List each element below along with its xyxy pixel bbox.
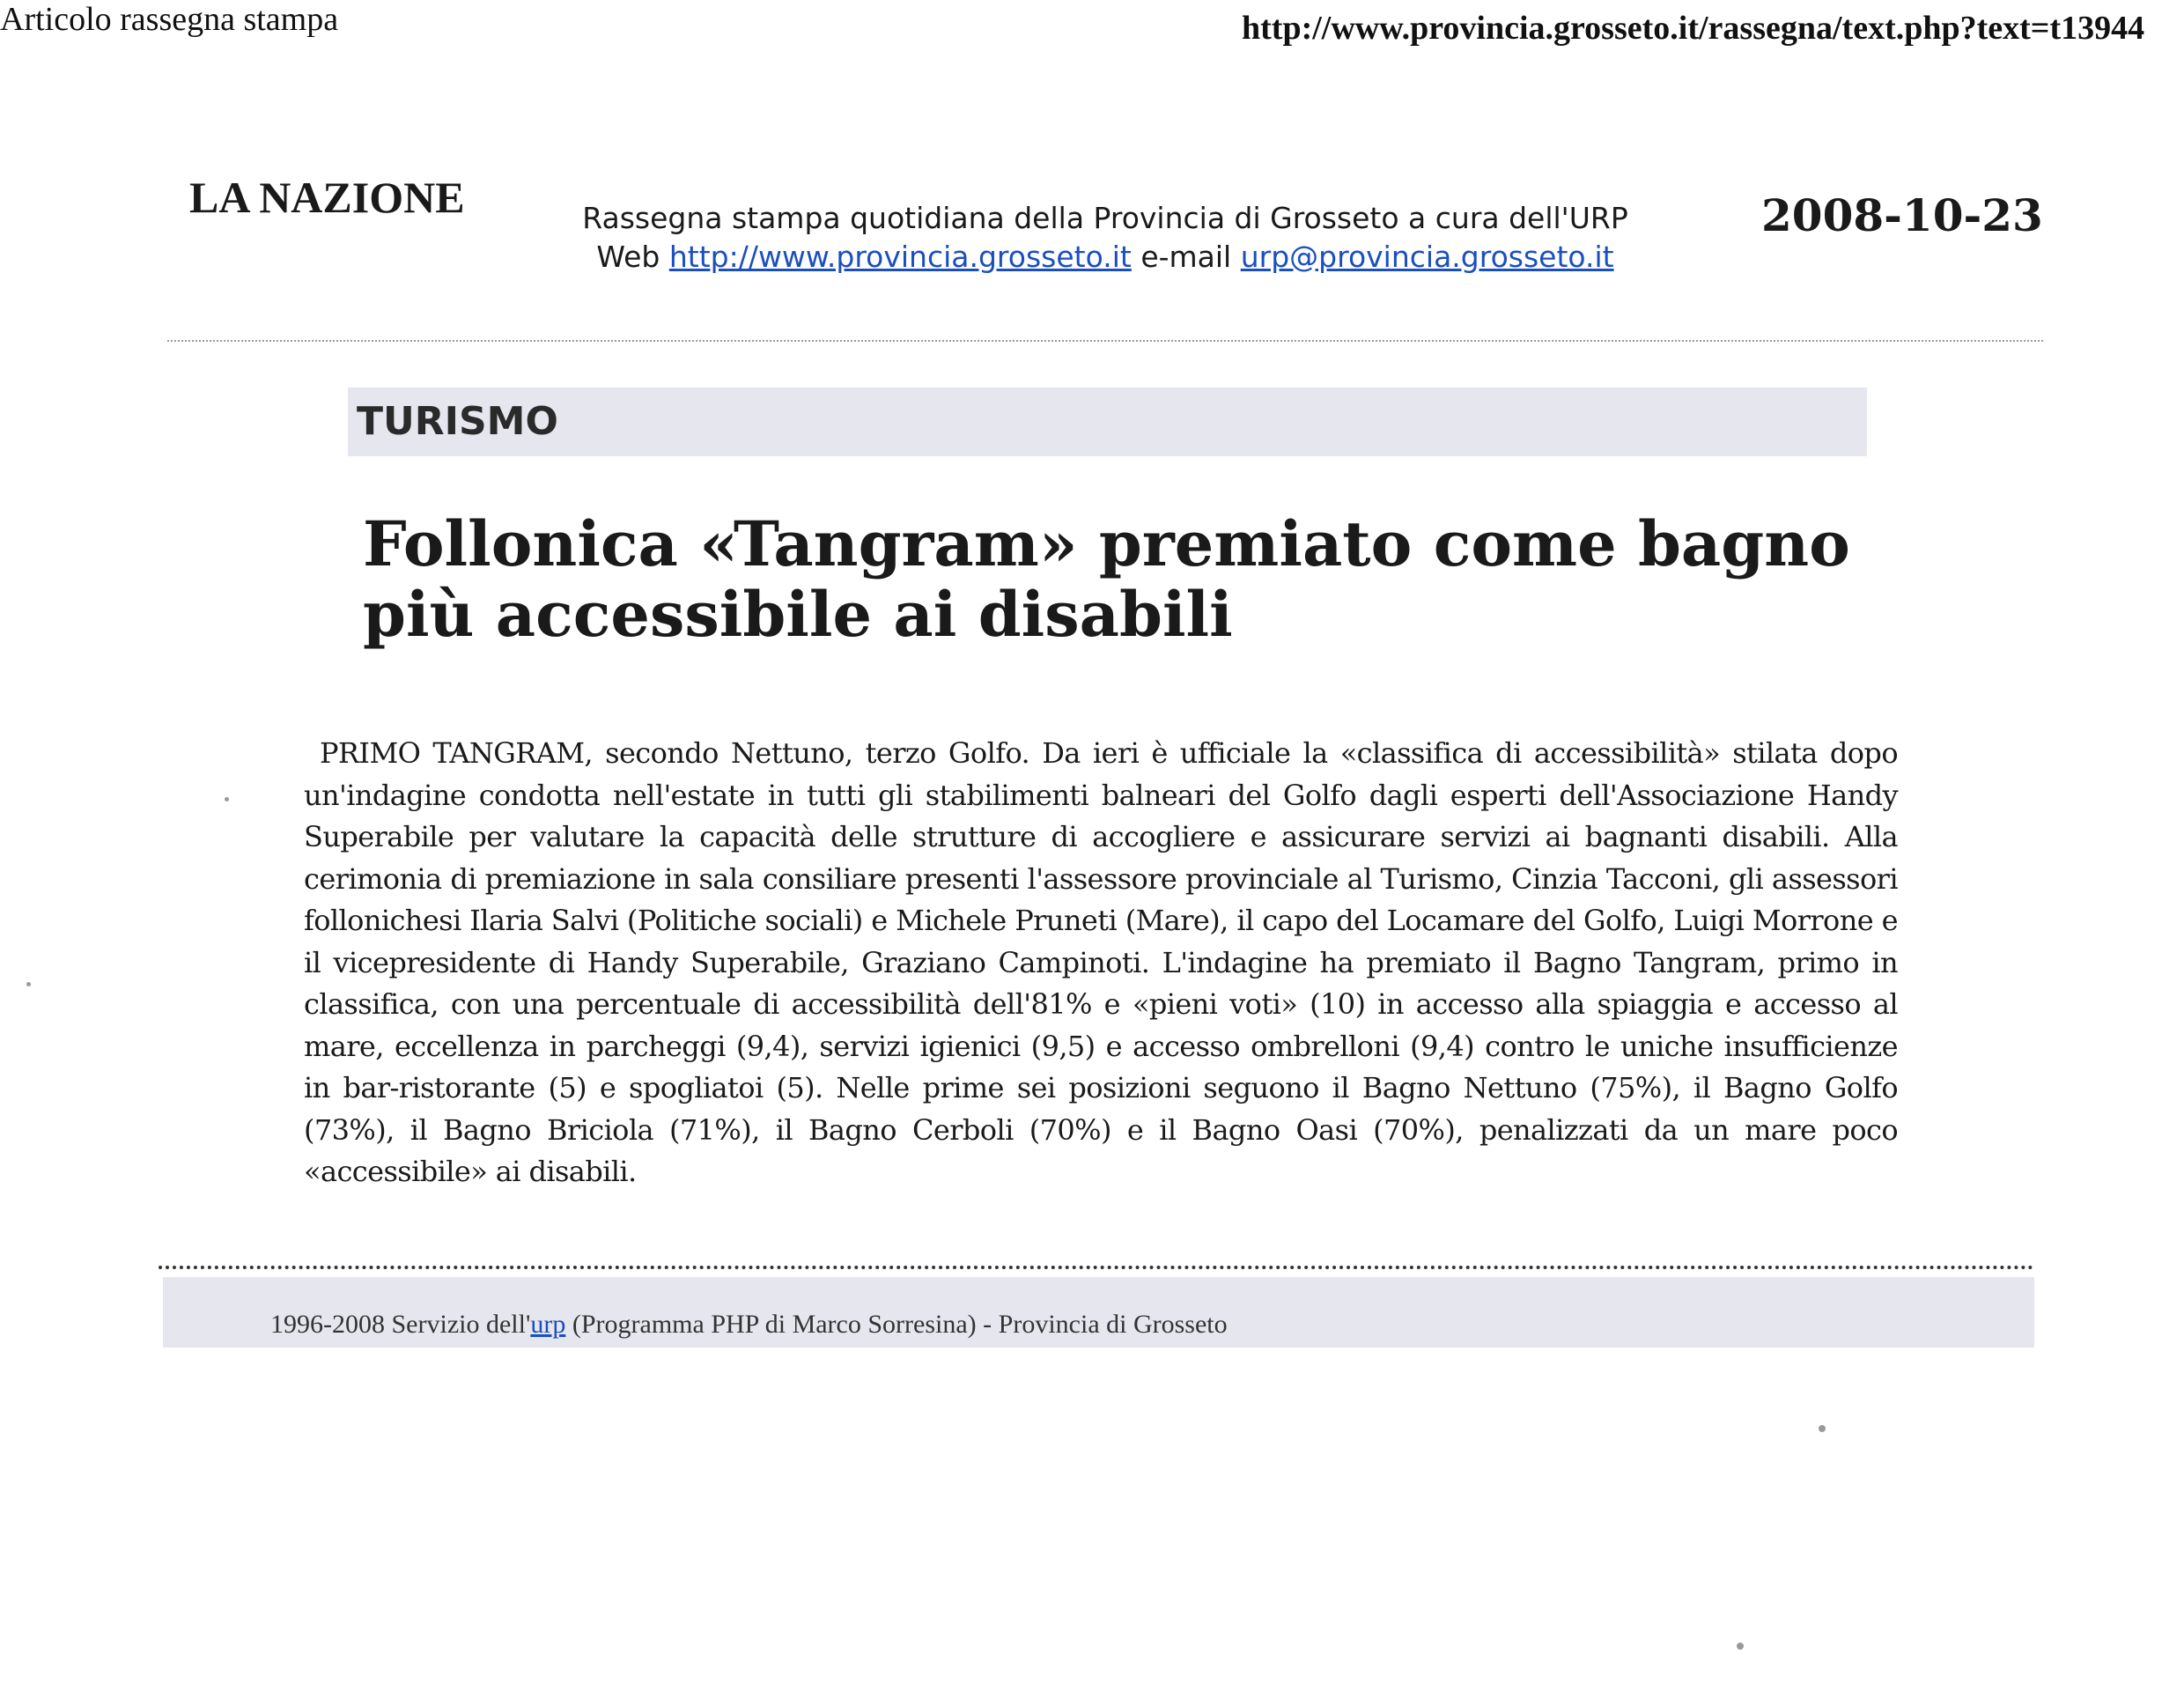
masthead-contacts <box>542 238 1669 277</box>
page-header-left: Articolo rassegna stampa <box>0 1 339 38</box>
scan-speck <box>225 797 229 801</box>
email-label: e-mail <box>1140 240 1232 274</box>
header-divider <box>167 340 2043 342</box>
scan-speck <box>26 982 31 986</box>
footer-urp-link[interactable]: urp <box>530 1310 566 1339</box>
article-headline: Follonica «Tangram» premiato come bagno più accessibile ai disabili <box>363 507 1850 651</box>
scan-speck <box>1819 1425 1826 1432</box>
section-label: TURISMO <box>357 399 558 444</box>
article-body: PRIMO TANGRAM, secondo Nettuno, terzo Golfo. Da ieri è ufficiale la «classifica di accessibilità» stilata dopo un'indagine condotta nell'estate in tutti gli stabilimenti balneari del Golfo dagli esperti dell'Associazione Handy Superabile per valutare la capacità delle strutture di accogliere e assicurare servizi ai bagnanti disabili. Alla cerimonia di premiazione in sala consiliare presenti l'assessore provinciale al Turismo, Cinzia Tacconi, gli assessori follonichesi Ilaria Salvi (Politiche sociali) e Michele Pruneti (Mare), il capo del Locamare del Golfo, Luigi Morrone e il vicepresidente di Handy Superabile, Graziano Campinoti. L'indagine ha premiato il Bagno Tangram, primo in classifica, con una percentuale di accessibilità dell'81% e «pieni voti» (10) in accesso alla spiaggia e accesso al mare, eccellenza in parcheggi (9,4), servizi igienici (9,5) e accesso ombrelloni (9,4) contro le uniche insufficienze in bar-ristorante (5) e spogliatoi (5). Nelle prime sei posizioni seguono il Bagno Nettuno (75%), il Bagno Golfo (73%), il Bagno Briciola (71%), il Bagno Cerboli (70%) e il Bagno Oasi (70%), penalizzati da un mare poco «accessibile» ai disabili. <box>304 736 1898 1188</box>
footer-divider <box>159 1266 2034 1269</box>
newspaper-name: LA NAZIONE <box>189 173 465 222</box>
email-link[interactable]: urp@provincia.grosseto.it <box>1240 240 1614 274</box>
footer-prefix: 1996-2008 Servizio dell' <box>270 1310 531 1339</box>
footer-text <box>270 1277 1228 1372</box>
section-bar <box>348 388 1867 456</box>
page-header-url: http://www.provincia.grosseto.it/rassegna/text.php?text=t13944 <box>1242 10 2145 47</box>
web-label: Web <box>596 240 660 274</box>
masthead-subtitle: Rassegna stampa quotidiana della Provincia di Grosseto a cura dell'URP <box>582 201 1628 235</box>
scan-speck <box>1737 1643 1744 1650</box>
web-link[interactable]: http://www.provincia.grosseto.it <box>668 240 1132 274</box>
masthead-subtitle-block <box>542 199 1669 277</box>
footer-bar <box>163 1277 2034 1348</box>
publication-date: 2008-10-23 <box>1761 189 2043 241</box>
footer-suffix: (Programma PHP di Marco Sorresina) - Provincia di Grosseto <box>565 1310 1228 1339</box>
